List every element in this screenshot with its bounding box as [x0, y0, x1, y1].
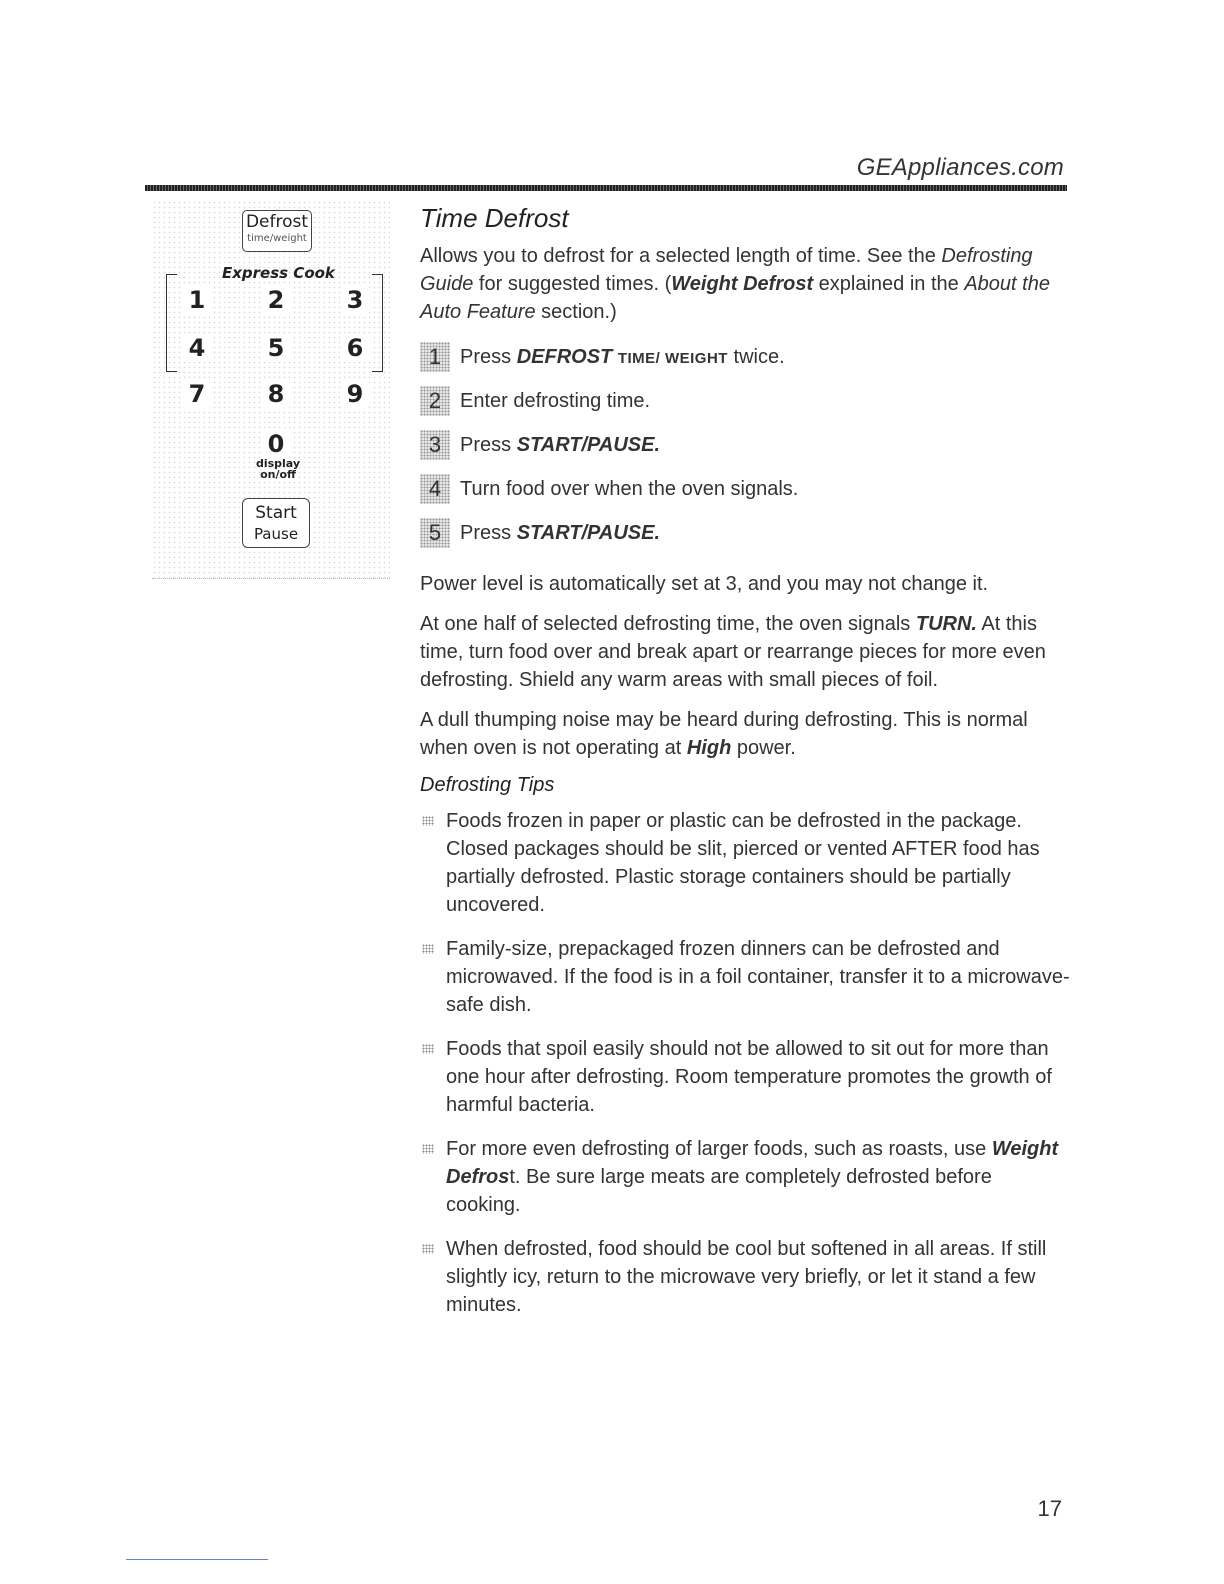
digit-key-3: 3 [340, 286, 370, 314]
display-sublabel: on/off [260, 468, 296, 481]
intro-text-3: for suggested times. ( [473, 273, 672, 295]
intro-text-1: Allows you to defrost for a selected length of time. See the [420, 245, 942, 267]
digit-key-4: 4 [182, 334, 212, 362]
step-number-badge: 3 [420, 430, 450, 460]
digit-key-8: 8 [261, 380, 291, 408]
intro-link-defrosting-guide: Defrosting Guide [420, 245, 1033, 295]
steps-list [420, 340, 1070, 550]
defrost-key-sublabel: time/weight [247, 233, 307, 244]
bullet-icon [422, 944, 434, 954]
step-text: Turn food over when the oven signals. [460, 477, 799, 500]
bullet-icon [422, 1044, 434, 1054]
display-label: display [255, 457, 301, 470]
tip-item: Foods frozen in paper or plastic can be defrosted in the package. Closed packages should be slit, pierced or vented AFTER food has partially defrosted. Plastic storage containers should be partially uncovered. [420, 807, 1070, 919]
step-text: Enter defrosting time. [460, 389, 651, 412]
step-item [420, 516, 1070, 550]
step-number-badge: 5 [420, 518, 450, 548]
start-pause-key [242, 498, 310, 548]
step-item [420, 340, 1070, 374]
intro-text-5: explained in the [813, 273, 965, 295]
digit-key-6: 6 [340, 334, 370, 362]
tips-list [420, 807, 1070, 1319]
digit-key-1: 1 [182, 286, 212, 314]
section-title: Time Defrost [420, 203, 569, 233]
digit-key-0: 0 [261, 430, 291, 458]
step-number-badge: 1 [420, 342, 450, 372]
intro-paragraph [420, 242, 1070, 326]
keypad-illustration [152, 200, 390, 579]
intro-text-7: section.) [535, 301, 617, 323]
step-item [420, 472, 1070, 506]
bullet-icon [422, 816, 434, 826]
express-cook-bracket-left [166, 274, 177, 372]
footer-line [126, 1559, 268, 1560]
digit-key-9: 9 [340, 380, 370, 408]
step-item [420, 384, 1070, 418]
tip-item: Foods that spoil easily should not be allowed to sit out for more than one hour after defrosting. Room temperature promotes the growth of harmful bacteria. [420, 1035, 1070, 1119]
step-text: Press START/PAUSE. [460, 521, 661, 544]
intro-weight-defrost: Weight Defrost [671, 273, 814, 295]
digit-key-2: 2 [261, 286, 291, 314]
step-item [420, 428, 1070, 462]
express-cook-label: Express Cook [222, 264, 335, 282]
bullet-icon [422, 1244, 434, 1254]
digit-key-7: 7 [182, 380, 212, 408]
step-text: Press START/PAUSE. [460, 433, 661, 456]
defrost-key-label: Defrost [245, 212, 309, 232]
express-cook-bracket-right [372, 274, 383, 372]
display-key-label [250, 458, 306, 480]
bullet-icon [422, 1144, 434, 1154]
tips-title: Defrosting Tips [420, 774, 555, 796]
main-column [420, 200, 1070, 1335]
start-label: Start [255, 503, 297, 523]
page-number: 17 [1037, 1496, 1062, 1521]
half-time-note: At one half of selected defrosting time, the oven signals TURN. At this time, turn food over and break apart or rearrange pieces for more even defrosting. Shield any warm areas with small pieces of foil. [420, 613, 1046, 691]
step-text: Press DEFROST TIME/ WEIGHT twice. [460, 345, 785, 368]
intro-about-auto-feature: About the Auto Feature [420, 273, 1050, 323]
tip-item: Family-size, prepackaged frozen dinners can be defrosted and microwaved. If the food is in a foil container, transfer it to a microwave-safe dish. [420, 935, 1070, 1019]
header-rule [145, 185, 1067, 191]
noise-note: A dull thumping noise may be heard during defrosting. This is normal when oven is not operating at High power. [420, 709, 1028, 759]
tip-item: When defrosted, food should be cool but softened in all areas. If still slightly icy, return to the microwave very briefly, or let it stand a few minutes. [420, 1235, 1070, 1319]
tip-item: For more even defrosting of larger foods, such as roasts, use Weight Defrost. Be sure large meats are completely defrosted before cooking. [420, 1135, 1070, 1219]
pause-label: Pause [253, 525, 299, 543]
step-number-badge: 2 [420, 386, 450, 416]
digit-key-5: 5 [261, 334, 291, 362]
step-number-badge: 4 [420, 474, 450, 504]
power-note: Power level is automatically set at 3, and you may not change it. [420, 573, 989, 595]
site-url: GEAppliances.com [856, 154, 1064, 181]
defrost-key [242, 210, 312, 252]
